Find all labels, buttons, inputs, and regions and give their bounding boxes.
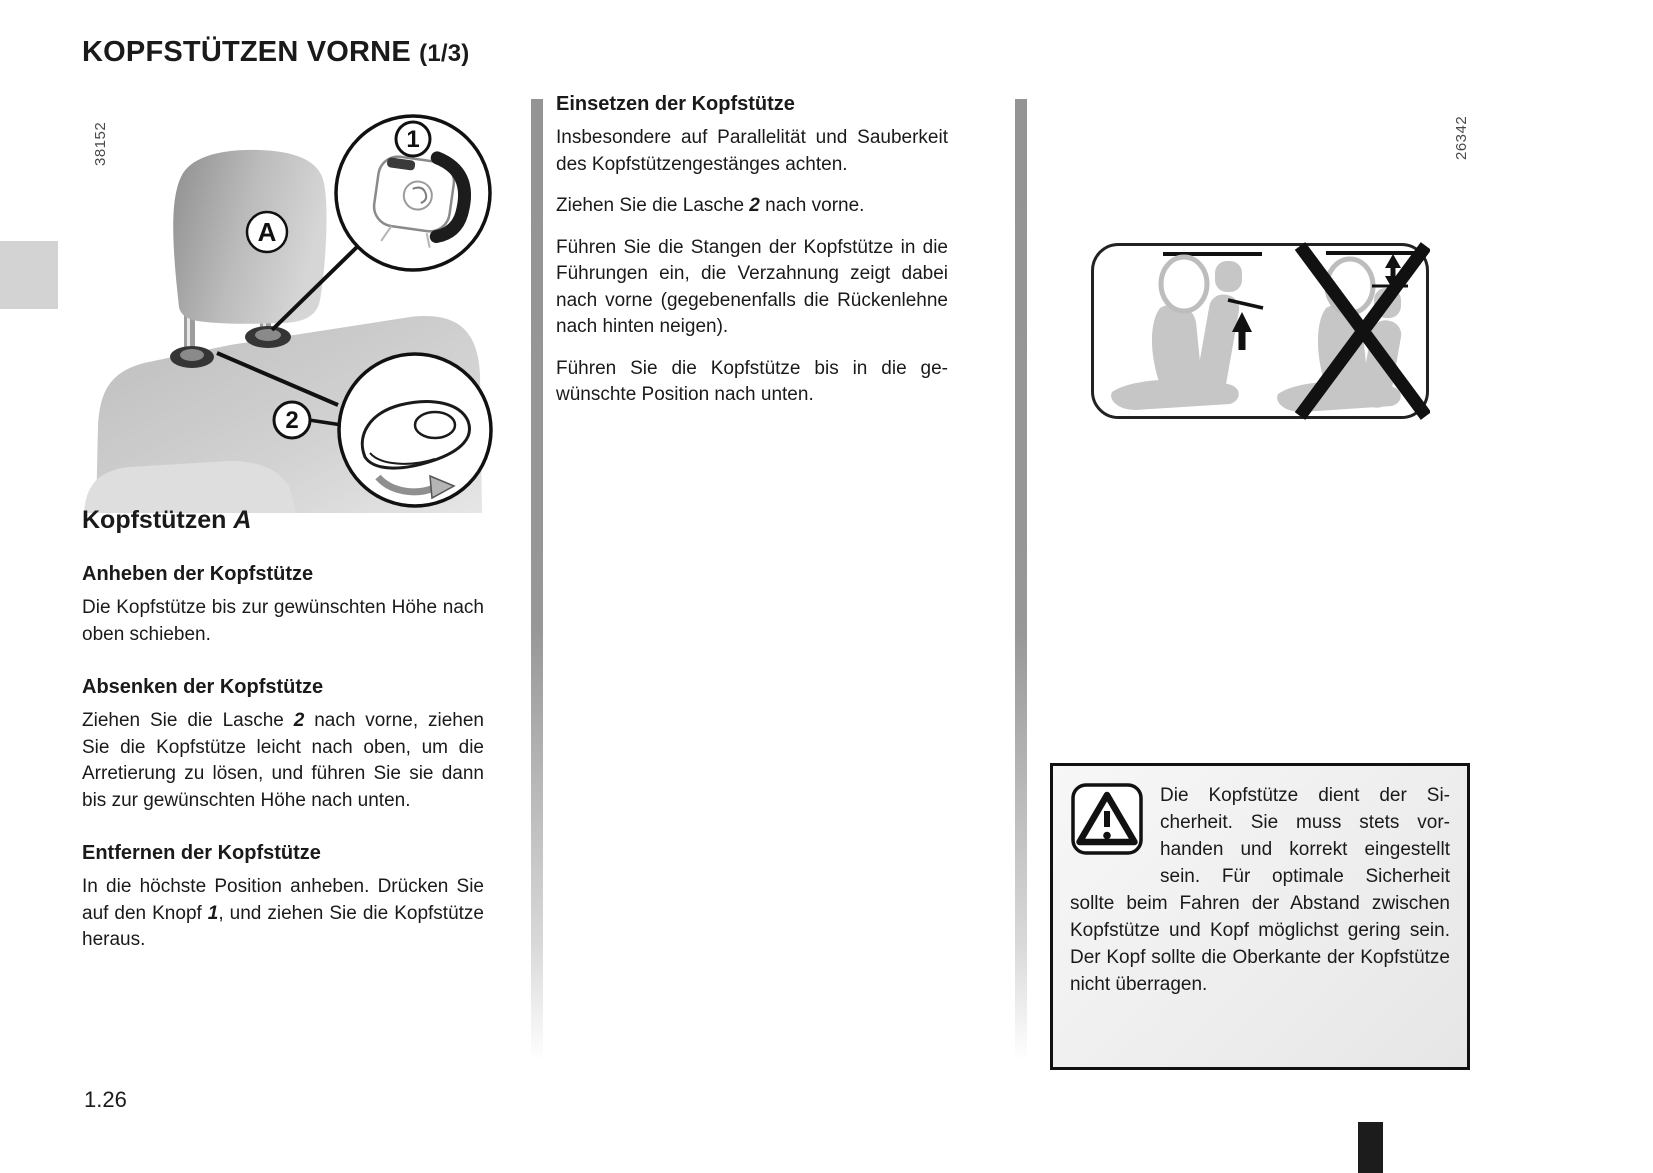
warning-text: Die Kopfstütze dient der Sicherheit. Sie muss stets vorhanden und korrekt eingestellt sein. Für optimale Sicherheit sollte beim Fahren der Abstand zwischen Kopfstütze und Kopf möglichst gering sein. Der Kopf sollte die Oberkante der Kopfstütze nicht überragen. xyxy=(1070,785,1450,995)
tab-2-reference: 2 xyxy=(293,710,305,731)
callout-1-number: 1 xyxy=(406,126,420,153)
print-corner-marker xyxy=(1358,1122,1383,1173)
paragraph-insert-4: Führen Sie die Kopfstütze bis in die gewünschte Position nach unten. xyxy=(556,357,948,405)
section-heading-ref: A xyxy=(233,506,252,534)
headrest-label-a-badge xyxy=(247,212,287,252)
paragraph-remove-pre: In die höchste Position anheben. Drücken Sie auf den Knopf xyxy=(82,876,484,924)
page-title-counter: (1/3) xyxy=(419,40,470,67)
column-separator-right xyxy=(1015,99,1027,1061)
callout-1-detail xyxy=(336,116,490,270)
callout-2-number: 2 xyxy=(285,407,299,434)
left-column xyxy=(82,505,484,969)
headrest-pictogram xyxy=(1215,261,1242,292)
paragraph-lower-pre: Ziehen Sie die Lasche xyxy=(82,710,294,731)
warning-triangle-icon xyxy=(1070,782,1144,856)
paragraph-insert-3: Führen Sie die Stangen der Kopfstütze in die Führungen ein, die Verzahnung zeigt dabei nach vorne (gegebenenfalls die Rückenlehne nach hinten neigen). xyxy=(556,236,948,337)
subheading-remove: Entfernen der Kopfstütze xyxy=(82,842,321,864)
occupant-head xyxy=(1161,257,1207,311)
headrest-position-diagram xyxy=(1090,242,1430,420)
paragraph-lower-post: nach vorne, ziehen Sie die Kopfstütze leicht nach oben, um die Arretierung zu lösen, und führen Sie sie dann bis zur gewünschten Höhe nach unten. xyxy=(82,710,484,811)
page-number: 1.26 xyxy=(84,1087,127,1112)
paragraph-insert-1: Insbesondere auf Parallelität und Sauberkeit des Kopfstützengestänges achten. xyxy=(556,127,948,175)
safety-warning-box xyxy=(1050,763,1470,1070)
tab-2-reference-mid: 2 xyxy=(749,195,760,216)
headrest-label-a: A xyxy=(257,217,277,247)
section-heading xyxy=(82,505,484,535)
paragraph-insert-2-pre: Ziehen Sie die Lasche xyxy=(556,195,750,216)
paragraph-lower xyxy=(82,708,484,814)
warning-icon-wrap xyxy=(1070,782,1160,888)
subheading-raise: Anheben der Kopfstütze xyxy=(82,563,314,585)
section-heading-text: Kopfstützen xyxy=(82,506,234,534)
subheading-lower: Absenken der Kopfstütze xyxy=(82,676,324,698)
section-edge-tab xyxy=(0,241,58,309)
paragraph-insert-2 xyxy=(556,193,948,220)
seat-headrest-illustration xyxy=(80,95,500,513)
subheading-insert: Einsetzen der Kopfstütze xyxy=(556,93,795,115)
paragraph-remove-post: , und ziehen Sie die Kopfstütze heraus. xyxy=(82,902,484,950)
page-title xyxy=(82,36,469,69)
column-separator-left xyxy=(531,99,543,1061)
paragraph-remove xyxy=(82,874,484,954)
paragraph-insert-2-post: nach vorne. xyxy=(759,195,865,216)
button-1-reference: 1 xyxy=(207,902,219,924)
photo-ref-26342: 26342 xyxy=(1453,115,1470,160)
page-title-main: KOPFSTÜTZEN VORNE xyxy=(82,36,411,68)
paragraph-raise: Die Kopfstütze bis zur gewünschten Höhe nach oben schieben. xyxy=(82,597,484,645)
middle-column xyxy=(556,92,948,424)
photo-ref-38152: 38152 xyxy=(92,121,109,166)
